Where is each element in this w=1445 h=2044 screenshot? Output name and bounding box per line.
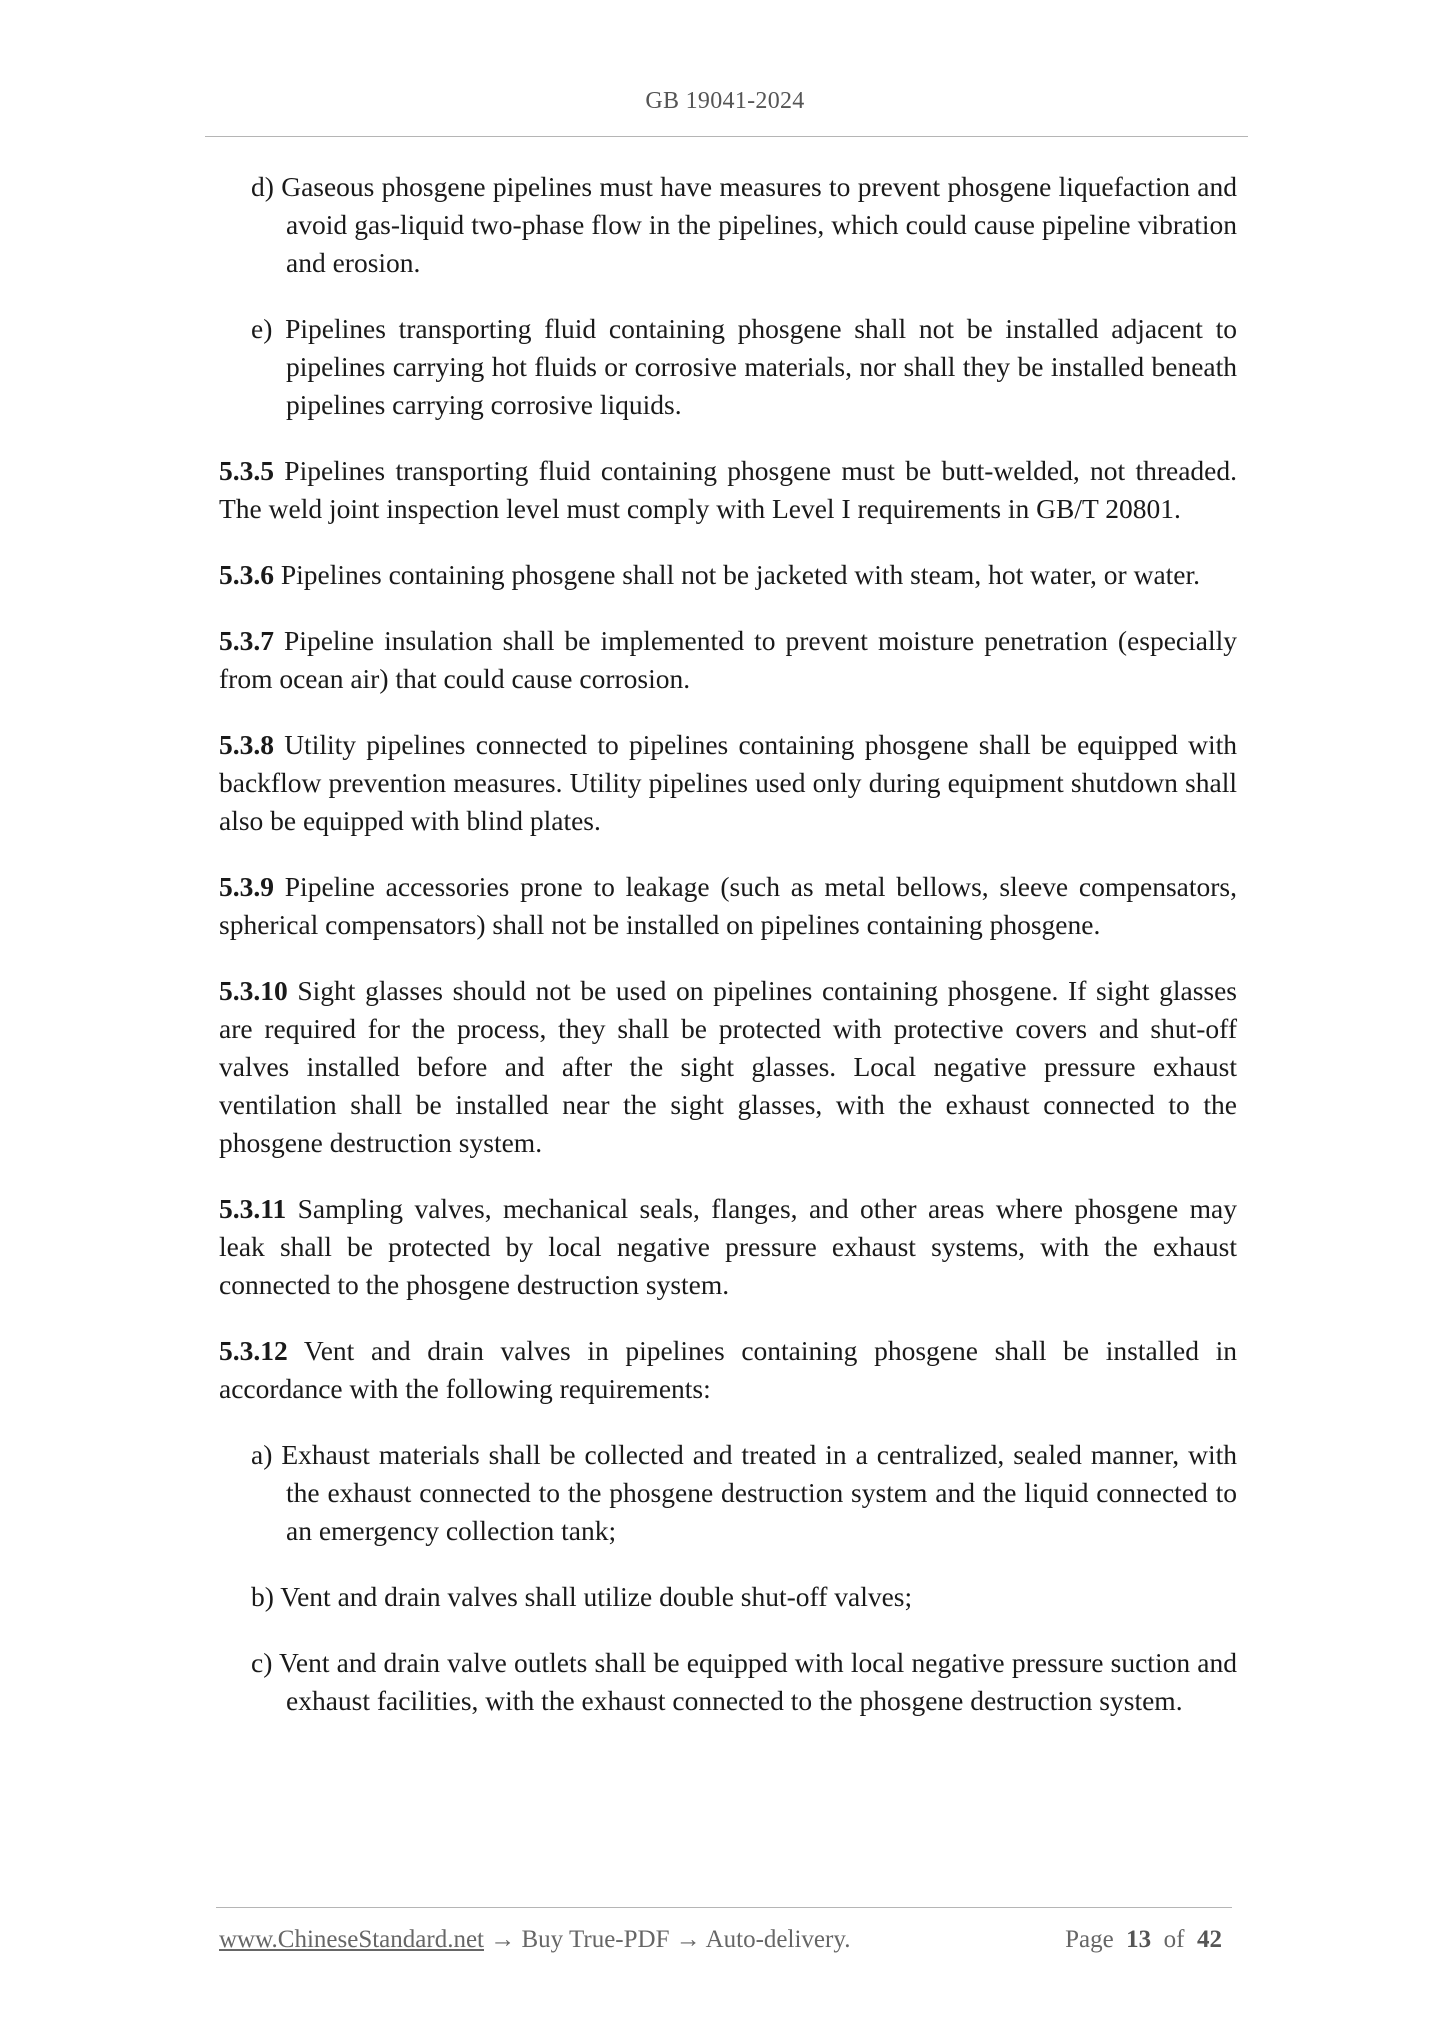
arrow-right-icon: → — [484, 1926, 522, 1953]
clause-text: Pipeline insulation shall be implemented to prevent moisture penetration (especially from ocean air) that could cause corrosion. — [219, 625, 1237, 694]
current-page: 13 — [1126, 1926, 1152, 1953]
page-body — [219, 168, 1237, 1748]
of-label: of — [1163, 1926, 1185, 1953]
auto-delivery-text: Auto-delivery. — [705, 1926, 851, 1953]
arrow-right-icon: → — [669, 1926, 706, 1953]
clause-text: Sight glasses should not be used on pipelines containing phosgene. If sight glasses are required for the process, they shall be protected with protective covers and shut-off valves installed before and after the sight glasses. Local negative pressure exhaust ventilation shall be installed near the sight glasses, with the exhaust connected to the phosgene destruction system. — [219, 975, 1237, 1158]
clause-5-3-7 — [219, 622, 1237, 698]
clause-text: Sampling valves, mechanical seals, flanges, and other areas where phosgene may leak shall be protected by local negative pressure exhaust systems, with the exhaust connected to the phosgene destruction system. — [219, 1193, 1237, 1300]
list-item-e: e) Pipelines transporting fluid containing phosgene shall not be installed adjacent to pipelines carrying hot fluids or corrosive materials, nor shall they be installed beneath pipelines carrying corrosive liquids. — [251, 313, 1237, 420]
footer-promo — [219, 1922, 850, 1958]
clause-5-3-9 — [219, 868, 1237, 944]
clause-number: 5.3.11 — [219, 1193, 287, 1224]
site-link[interactable]: www.ChineseStandard.net — [219, 1926, 484, 1953]
list-item-b: b) Vent and drain valves shall utilize double shut-off valves; — [251, 1581, 913, 1612]
buy-pdf-text: Buy True-PDF — [521, 1926, 670, 1953]
clause-text: Pipeline accessories prone to leakage (such as metal bellows, sleeve compensators, spherical compensators) shall not be installed on pipelines containing phosgene. — [219, 871, 1237, 940]
clause-text: Pipelines containing phosgene shall not be jacketed with steam, hot water, or water. — [274, 559, 1201, 590]
list-item-d: d) Gaseous phosgene pipelines must have measures to prevent phosgene liquefaction and avoid gas-liquid two-phase flow in the pipelines, which could cause pipeline vibration and erosion. — [251, 171, 1237, 278]
clause-5-3-10 — [219, 972, 1237, 1162]
standard-code: GB 19041-2024 — [645, 88, 805, 114]
clause-number: 5.3.12 — [219, 1335, 288, 1366]
footer-divider — [216, 1907, 1232, 1908]
clause-text: Utility pipelines connected to pipelines containing phosgene shall be equipped with backflow prevention measures. Utility pipelines used only during equipment shutdown shall also be equipped with blind plates. — [219, 729, 1237, 836]
clause-text: Pipelines transporting fluid containing phosgene must be butt-welded, not threaded. The weld joint inspection level must comply with Level I requirements in GB/T 20801. — [219, 455, 1237, 524]
list-item-c: c) Vent and drain valve outlets shall be equipped with local negative pressure suction and exhaust facilities, with the exhaust connected to the phosgene destruction system. — [251, 1647, 1237, 1716]
page-label: Page — [1065, 1926, 1114, 1953]
page-footer — [219, 1922, 1232, 1958]
clause-5-3-8 — [219, 726, 1237, 840]
total-pages: 42 — [1197, 1926, 1222, 1953]
clause-number: 5.3.6 — [219, 559, 274, 590]
document-header — [205, 88, 1245, 115]
clause-5-3-12 — [219, 1332, 1237, 1408]
clause-number: 5.3.10 — [219, 975, 288, 1006]
clause-number: 5.3.5 — [219, 455, 274, 486]
list-item-a: a) Exhaust materials shall be collected and treated in a centralized, sealed manner, with the exhaust connected to the phosgene destruction system and the liquid connected to an emergency collection tank; — [251, 1439, 1237, 1546]
clause-number: 5.3.8 — [219, 729, 274, 760]
clause-number: 5.3.7 — [219, 625, 274, 656]
clause-5-3-6 — [219, 556, 1237, 594]
clause-5-3-11 — [219, 1190, 1237, 1304]
page-indicator — [1065, 1922, 1222, 1958]
clause-text: Vent and drain valves in pipelines containing phosgene shall be installed in accordance with the following requirements: — [219, 1335, 1237, 1404]
header-divider — [205, 136, 1248, 137]
clause-5-3-5 — [219, 452, 1237, 528]
clause-number: 5.3.9 — [219, 871, 274, 902]
